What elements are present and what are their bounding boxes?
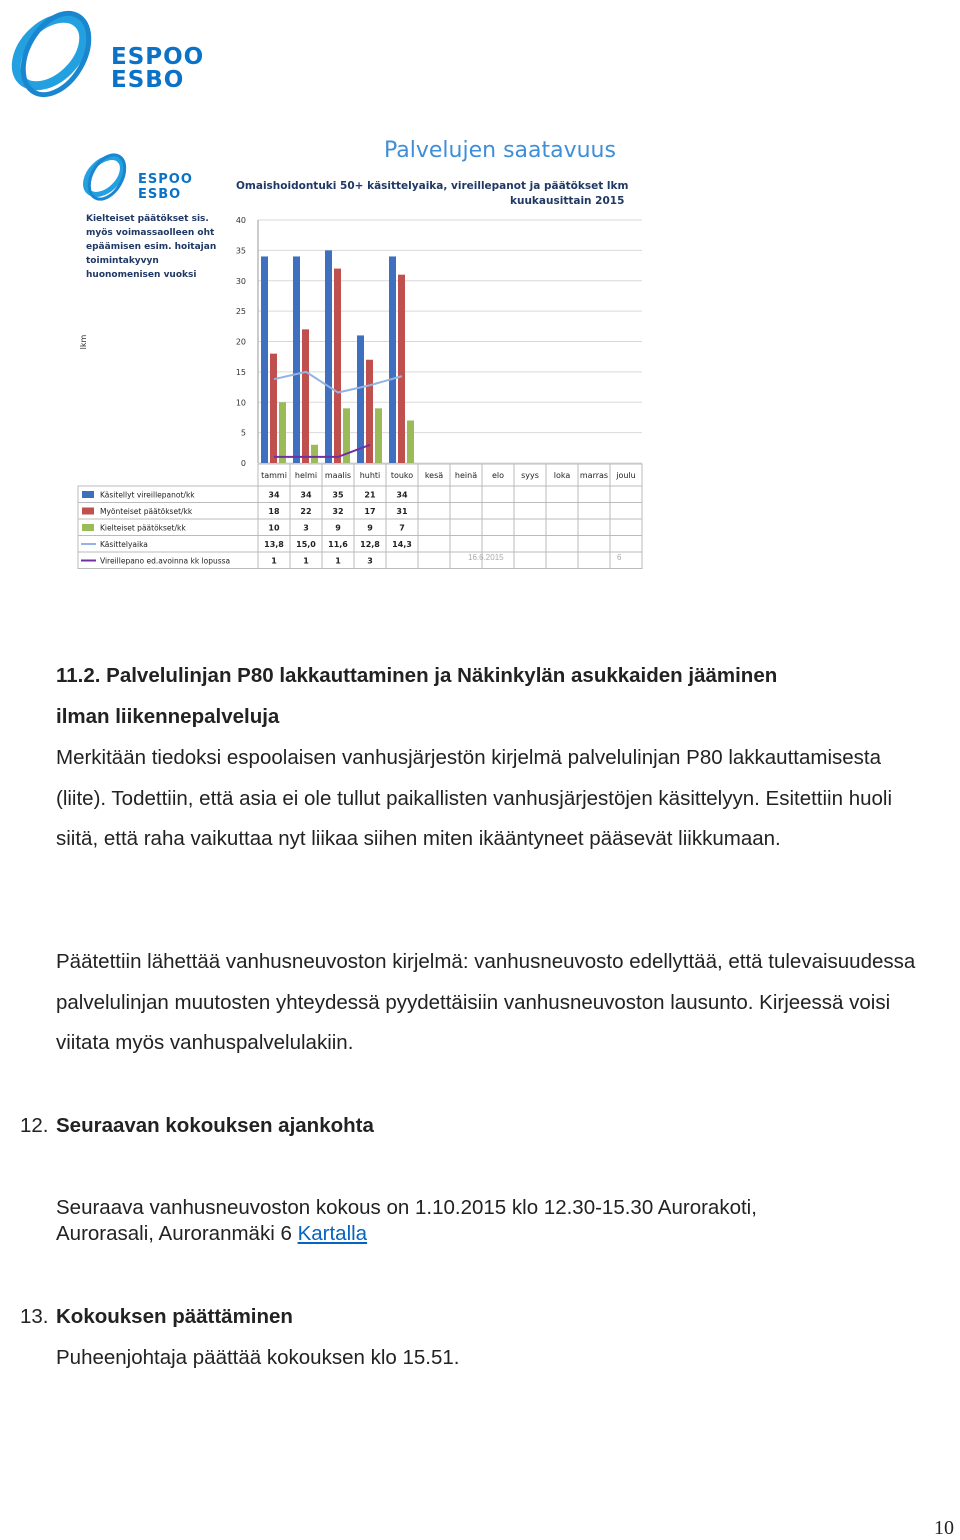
data-label: 34 — [396, 490, 408, 500]
bar — [375, 408, 382, 463]
y-tick-label: 35 — [235, 246, 246, 256]
data-label: 3 — [367, 556, 373, 566]
x-tick-label: touko — [390, 471, 414, 480]
y-tick-label: 5 — [240, 428, 246, 438]
bar — [279, 402, 286, 463]
data-label: 21 — [364, 490, 376, 500]
data-label: 18 — [268, 507, 280, 516]
legend-label: Vireillepano ed.avoinna kk lopussa — [100, 556, 231, 566]
slide-logo-text-esbo: ESBO — [138, 187, 182, 202]
data-label: 32 — [332, 507, 344, 516]
data-label: 12,8 — [360, 540, 380, 549]
data-label: 7 — [399, 523, 405, 533]
section-11-heading: 11.2. Palvelulinjan P80 lakkauttaminen ja Näkinkylän asukkaiden jääminen — [56, 664, 778, 687]
legend-label: Käsittelyaika — [100, 540, 148, 549]
legend-label: Käsitellyt vireillepanot/kk — [100, 490, 195, 500]
logo-swirl-icon — [0, 0, 110, 110]
bar — [311, 445, 318, 463]
slide-note-line: myös voimassaolleen oht — [86, 228, 215, 238]
data-label: 31 — [396, 507, 408, 516]
data-label: 10 — [268, 523, 280, 533]
bar — [366, 360, 373, 463]
slide-note-line: epäämisen esim. hoitajan — [86, 242, 217, 252]
legend-label: Myönteiset päätökset/kk — [100, 507, 193, 516]
data-label: 34 — [268, 490, 280, 500]
embedded-slide — [70, 132, 646, 578]
slide-subtitle-2: kuukausittain 2015 — [510, 195, 625, 207]
data-label: 9 — [367, 523, 373, 533]
bar — [325, 250, 332, 463]
x-tick-label: helmi — [294, 471, 318, 480]
section-12-text-2 — [56, 1222, 367, 1246]
section-12-text: Seuraava vanhusneuvoston kokous on 1.10.2015 klo 12.30-15.30 Aurorakoti, — [56, 1196, 757, 1219]
y-tick-label: 40 — [235, 216, 246, 225]
data-label: 1 — [271, 556, 277, 566]
data-label: 13,8 — [264, 540, 284, 549]
slide-note-line: toimintakyvyn — [86, 256, 159, 266]
x-tick-label: huhti — [359, 471, 381, 480]
x-tick-label: elo — [491, 471, 505, 480]
legend-swatch — [82, 491, 94, 498]
x-tick-label: syys — [521, 471, 539, 480]
bar-line-chart — [70, 132, 646, 578]
legend-swatch — [82, 524, 94, 531]
bar — [357, 335, 364, 463]
x-tick-label: kesä — [424, 471, 444, 480]
bar — [389, 256, 396, 463]
section-11-heading-cont: ilman liikennepalveluja — [56, 705, 280, 728]
y-tick-label: 30 — [235, 276, 246, 286]
data-label: 9 — [335, 523, 341, 533]
section-13-number: 13. — [20, 1305, 49, 1328]
address-text: Aurorasali, Auroranmäki 6 — [56, 1222, 292, 1245]
section-12-heading: Seuraavan kokouksen ajankohta — [56, 1114, 374, 1137]
bar — [270, 354, 277, 463]
x-tick-label: loka — [553, 471, 571, 480]
bar — [261, 256, 268, 463]
y-tick-label: 10 — [235, 398, 246, 408]
slide-subtitle: Omaishoidontuki 50+ käsittelyaika, vireillepanot ja päätökset lkm — [236, 180, 629, 192]
legend-label: Kielteiset päätökset/kk — [100, 523, 186, 533]
data-label: 11,6 — [328, 540, 348, 549]
data-label: 15,0 — [296, 540, 316, 549]
x-tick-label: heinä — [454, 471, 478, 480]
page-number: 10 — [934, 1517, 954, 1539]
y-tick-label: 0 — [240, 459, 246, 468]
section-13-heading: Kokouksen päättäminen — [56, 1305, 293, 1328]
logo-text-esbo: ESBO — [111, 67, 185, 93]
espoo-logo — [0, 0, 230, 110]
slide-title: Palvelujen saatavuus — [384, 138, 616, 163]
y-tick-label: 15 — [235, 367, 246, 377]
slide-footer-date: 16.6.2015 — [468, 553, 504, 562]
data-label: 35 — [332, 490, 344, 500]
x-tick-label: tammi — [261, 471, 287, 480]
x-tick-label: joulu — [616, 471, 636, 480]
y-tick-label: 20 — [235, 337, 246, 347]
data-label: 1 — [335, 556, 341, 566]
series-line — [274, 445, 370, 457]
slide-logo-text-espoo: ESPOO — [138, 172, 193, 187]
map-link[interactable]: Kartalla — [297, 1222, 368, 1245]
slide-note-line: huonomenisen vuoksi — [86, 270, 197, 280]
slide-footer-page: 6 — [617, 553, 622, 562]
data-label: 17 — [364, 507, 376, 516]
bar — [407, 420, 414, 463]
legend-swatch — [82, 508, 94, 515]
data-label: 1 — [303, 556, 309, 566]
data-label: 34 — [300, 490, 312, 500]
data-label: 3 — [303, 523, 309, 533]
data-label: 14,3 — [392, 540, 412, 549]
x-tick-label: maalis — [324, 471, 352, 480]
bar — [302, 329, 309, 463]
x-tick-label: marras — [579, 471, 609, 480]
section-13-text: Puheenjohtaja päättää kokouksen klo 15.51. — [56, 1346, 460, 1369]
logo-text-espoo: ESPOO — [111, 44, 205, 70]
bar — [293, 256, 300, 463]
y-tick-label: 25 — [235, 307, 246, 317]
section-12-number: 12. — [20, 1114, 49, 1137]
slide-note-line: Kielteiset päätökset sis. — [86, 214, 209, 224]
section-11-paragraph-2: Päätettiin lähettää vanhusneuvoston kirjelmä: vanhusneuvosto edellyttää, että tulevaisuudessa palvelulinjan muutosten yhteydessä pyydettäisiin vanhusneuvoston lausunto. Kirjeessä voisi viitata myös vanhuspalvelulakiin. — [56, 950, 916, 1054]
data-label: 22 — [300, 507, 312, 516]
y-axis-label: lkm — [79, 334, 88, 350]
bar — [398, 275, 405, 463]
section-11-paragraph-1: Merkitään tiedoksi espoolaisen vanhusjärjestön kirjelmä palvelulinjan P80 lakkauttamisesta (liite). Todettiin, että asia ei ole tullut paikallisten vanhusjärjestöjen käsittelyyn. Esitettiin huoli siitä, että raha vaikuttaa nyt liikaa siihen miten ikääntyneet pääsevät liikkumaan. — [56, 746, 893, 850]
bar — [334, 269, 341, 463]
